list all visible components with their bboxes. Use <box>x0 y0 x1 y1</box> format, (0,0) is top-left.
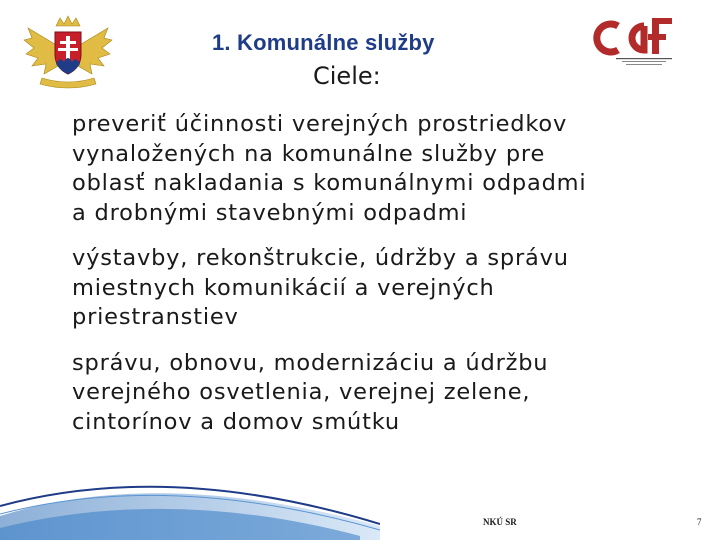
footer-label: NKÚ SR <box>483 517 517 527</box>
goal-item-lighting: správu, obnovu, modernizáciu a údržbu verejného osvetlenia, verejnej zelene, cintorínov a domov smútku <box>72 349 549 435</box>
coat-of-arms-emblem <box>22 12 114 92</box>
goal-item-waste: preveriť účinnosti verejných prostriedkov vynaložených na komunálne služby pre oblasť nakladania s komunálnymi odpadmi a drobnými stavebnými odpadmi <box>72 111 587 226</box>
page-title: 1. Komunálne služby <box>212 30 435 55</box>
caf-logo <box>592 10 682 74</box>
goal-item-roads: výstavby, rekonštrukcie, údržby a správu miestnych komunikácií a verejných priestranstiev <box>72 245 569 330</box>
footer-decoration <box>0 456 380 540</box>
page-number: 7 <box>697 517 702 527</box>
goals-list <box>72 110 672 437</box>
page-subtitle: Ciele: <box>313 62 381 90</box>
